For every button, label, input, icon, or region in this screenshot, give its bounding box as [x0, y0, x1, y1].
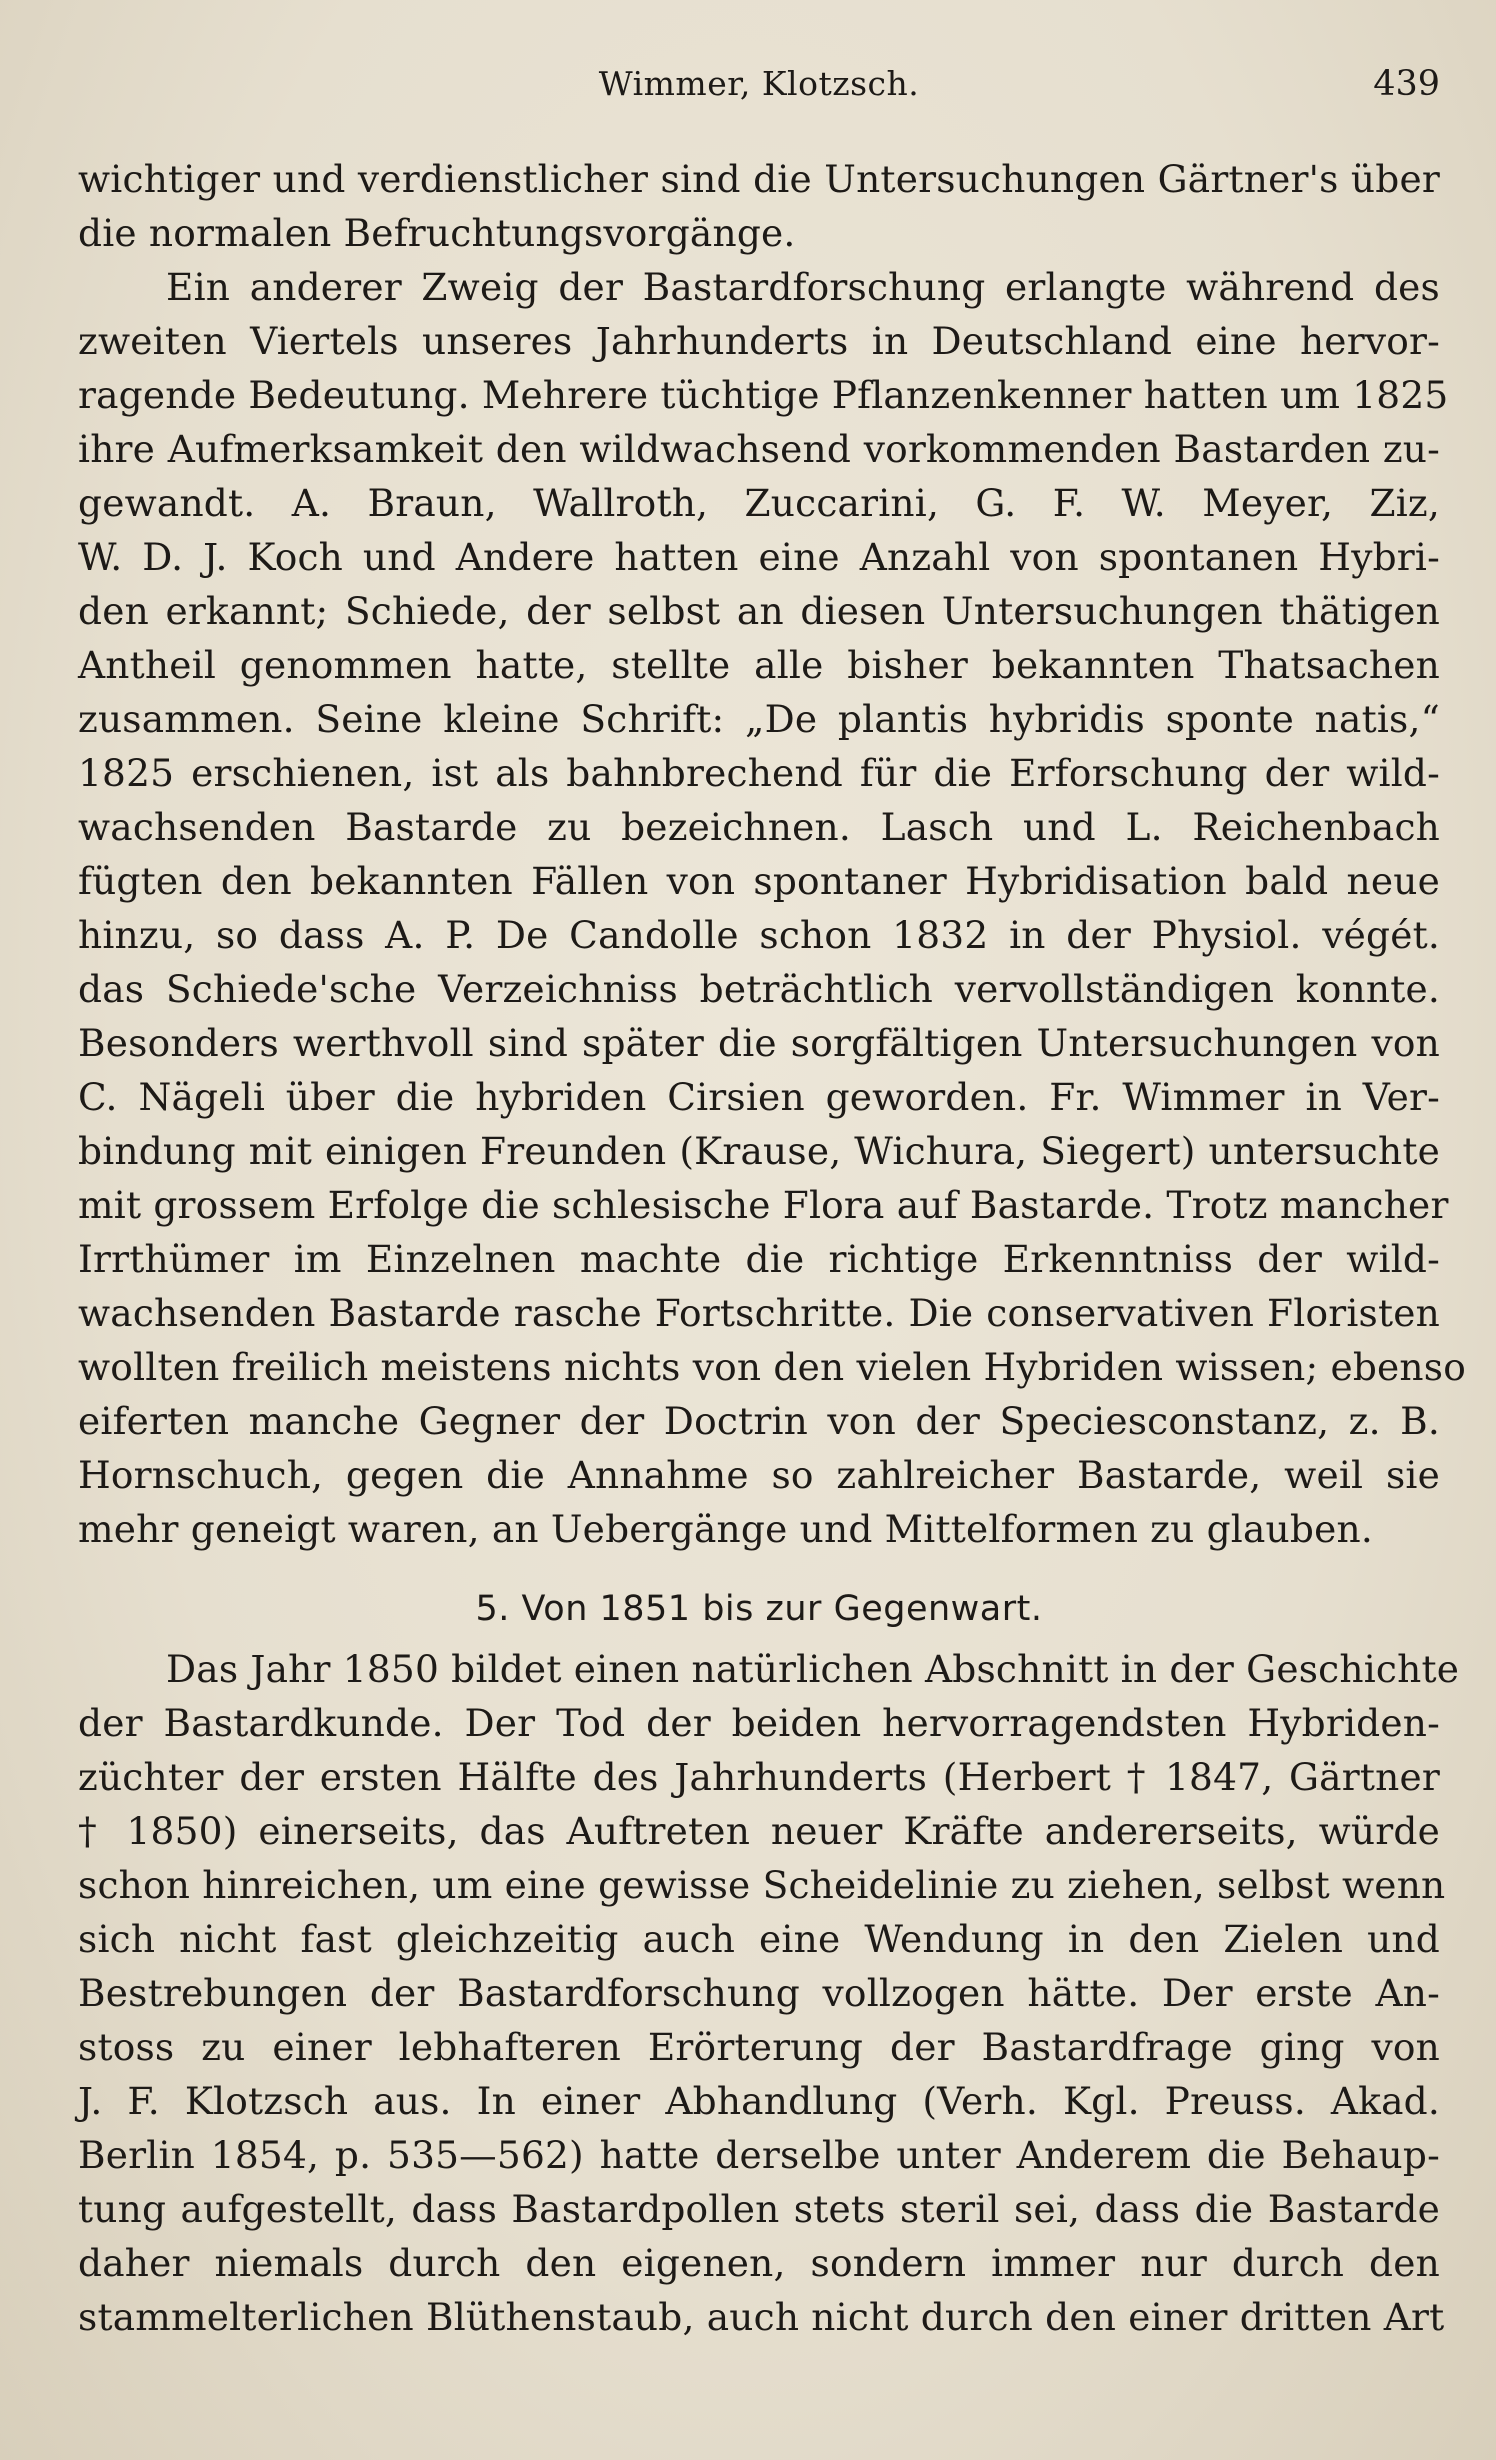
text-line: gewandt. A. Braun, Wallroth, Zuccarini, G. F. W. Meyer, Ziz,: [78, 481, 1440, 525]
text-line: Berlin 1854, p. 535—562) hatte derselbe unter Anderem die Behaup-: [78, 2133, 1440, 2177]
text-line: Antheil genommen hatte, stellte alle bisher bekannten Thatsachen: [78, 643, 1440, 687]
text-line: der Bastardkunde. Der Tod der beiden hervorragendsten Hybriden-: [78, 1701, 1440, 1745]
text-line: daher niemals durch den eigenen, sondern immer nur durch den: [78, 2241, 1440, 2285]
text-line: Ein anderer Zweig der Bastardforschung erlangte während des: [166, 265, 1440, 309]
text-line: C. Nägeli über die hybriden Cirsien geworden. Fr. Wimmer in Ver-: [78, 1075, 1440, 1119]
text-line: mit grossem Erfolge die schlesische Flora auf Bastarde. Trotz mancher: [78, 1183, 1449, 1227]
text-line: das Schiede'sche Verzeichniss beträchtlich vervollständigen konnte.: [78, 967, 1440, 1011]
text-line: stoss zu einer lebhafteren Erörterung der Bastardfrage ging von: [78, 2025, 1440, 2069]
text-line: schon hinreichen, um eine gewisse Scheidelinie zu ziehen, selbst wenn: [78, 1863, 1446, 1907]
page-header: [78, 64, 1440, 114]
text-line: wachsenden Bastarde rasche Fortschritte. Die conservativen Floristen: [78, 1291, 1440, 1335]
text-line: mehr geneigt waren, an Uebergänge und Mittelformen zu glauben.: [78, 1507, 1373, 1551]
text-line: wollten freilich meistens nichts von den vielen Hybriden wissen; ebenso: [78, 1345, 1467, 1389]
page-number: 439: [1373, 64, 1440, 104]
text-line: wachsenden Bastarde zu bezeichnen. Lasch und L. Reichenbach: [78, 805, 1440, 849]
text-line: die normalen Befruchtungsvorgänge.: [78, 211, 796, 255]
paragraph-1: [78, 152, 1440, 260]
text-line: J. F. Klotzsch aus. In einer Abhandlung (Verh. Kgl. Preuss. Akad.: [78, 2079, 1440, 2123]
text-line: Hornschuch, gegen die Annahme so zahlreicher Bastarde, weil sie: [78, 1453, 1440, 1497]
text-line: † 1850) einerseits, das Auftreten neuer Kräfte andererseits, würde: [78, 1809, 1440, 1853]
paragraph-2: [78, 260, 1467, 1556]
text-line: zweiten Viertels unseres Jahrhunderts in Deutschland eine hervor-: [78, 319, 1440, 363]
text-line: sich nicht fast gleichzeitig auch eine Wendung in den Zielen und: [78, 1917, 1440, 1961]
text-line: den erkannt; Schiede, der selbst an diesen Untersuchungen thätigen: [78, 589, 1440, 633]
text-line: bindung mit einigen Freunden (Krause, Wichura, Siegert) untersuchte: [78, 1129, 1440, 1173]
paragraph-3: [78, 1642, 1460, 2344]
text-line: wichtiger und verdienstlicher sind die Untersuchungen Gärtner's über: [78, 157, 1440, 201]
text-line: hinzu, so dass A. P. De Candolle schon 1832 in der Physiol. végét.: [78, 913, 1440, 957]
text-line: Bestrebungen der Bastardforschung vollzogen hätte. Der erste An-: [78, 1971, 1440, 2015]
text-line: Besonders werthvoll sind später die sorgfältigen Untersuchungen von: [78, 1021, 1440, 1065]
text-line: tung aufgestellt, dass Bastardpollen stets steril sei, dass die Bastarde: [78, 2187, 1440, 2231]
text-line: W. D. J. Koch und Andere hatten eine Anzahl von spontanen Hybri-: [78, 535, 1440, 579]
text-line: stammelterlichen Blüthenstaub, auch nicht durch den einer dritten Art: [78, 2295, 1445, 2339]
text-line: ragende Bedeutung. Mehrere tüchtige Pflanzenkenner hatten um 1825: [78, 373, 1449, 417]
text-line: zusammen. Seine kleine Schrift: „De plantis hybridis sponte natis,“: [78, 697, 1440, 741]
body-text: [78, 152, 1467, 2344]
text-line: 1825 erschienen, ist als bahnbrechend für die Erforschung der wild-: [78, 751, 1440, 795]
text-line: Irrthümer im Einzelnen machte die richtige Erkenntniss der wild-: [78, 1237, 1440, 1281]
text-line: züchter der ersten Hälfte des Jahrhunderts (Herbert † 1847, Gärtner: [78, 1755, 1440, 1799]
section-heading: 5. Von 1851 bis zur Gegenwart.: [475, 1589, 1043, 1629]
text-line: eiferten manche Gegner der Doctrin von der Speciesconstanz, z. B.: [78, 1399, 1440, 1443]
text-line: Das Jahr 1850 bildet einen natürlichen Abschnitt in der Geschichte: [166, 1647, 1460, 1691]
text-line: fügten den bekannten Fällen von spontaner Hybridisation bald neue: [78, 859, 1440, 903]
running-head: Wimmer, Klotzsch.: [598, 64, 920, 103]
text-line: ihre Aufmerksamkeit den wildwachsend vorkommenden Bastarden zu-: [78, 427, 1440, 471]
